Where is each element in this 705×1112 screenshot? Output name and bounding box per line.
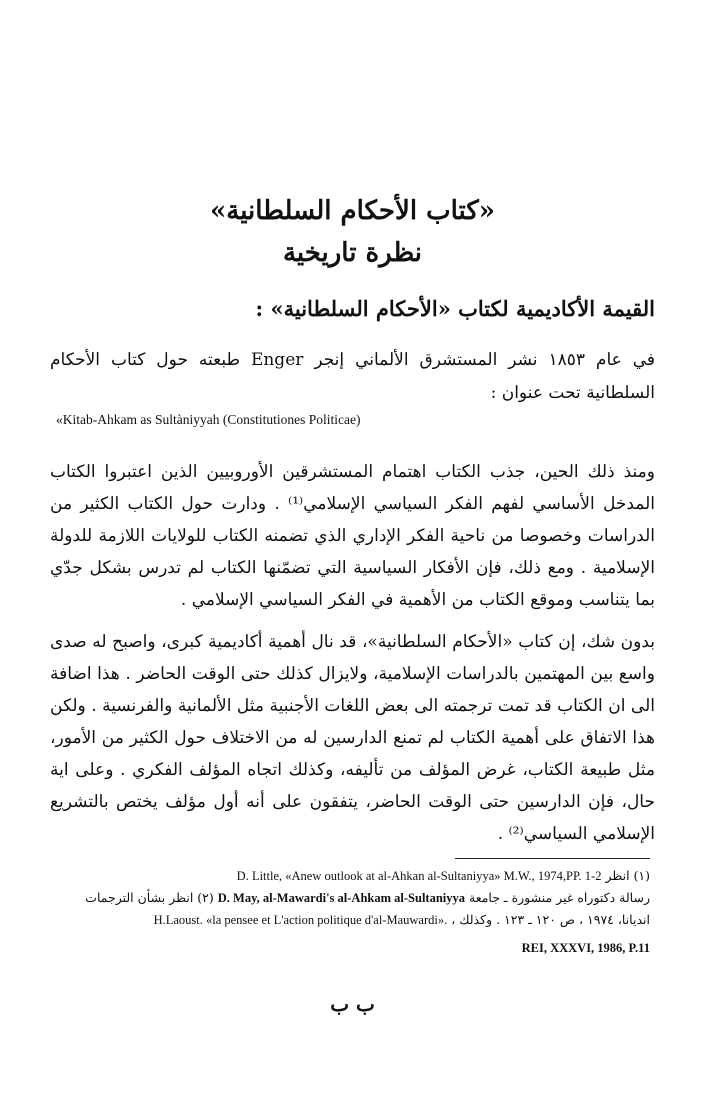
footnote-2-rest: رسالة دكتوراه غير منشورة ـ جامعة bbox=[469, 890, 650, 905]
footnote-1 bbox=[56, 866, 650, 886]
paragraph-2: ومنذ ذلك الحين، جذب الكتاب اهتمام المستشرقين الأوروبيين الذين اعتبروا الكتاب المدخل الأساسي لفهم الفكر السياسي الإسلامي⁽¹⁾ . ودارت حول الكتاب الكثير من الدراسات وخصوصا من ناحية الفكر الإداري الذي تضمنه الكتاب للولايات اللازمة للدولة الإسلامية . ومع ذلك، فإن الأفكار السياسية التي تضمّنها الكتاب لم تدرس بشكل جدّي بما يتناسب وموقع الكتاب من الأهمية في الفكر السياسي الإسلامي . bbox=[50, 462, 655, 610]
footnote-2-number: (٢) انظر بشأن الترجمات bbox=[85, 890, 214, 905]
footnote-separator bbox=[455, 858, 650, 859]
footnote-3-latin: H.Laoust. «la pensee et L'action politique d'al-Mauwardi». bbox=[153, 913, 448, 927]
paragraph-3: بدون شك، إن كتاب «الأحكام السلطانية»، قد نال أهمية أكاديمية كبرى، واصبح له صدى واسع بين المهتمين بالدراسات الإسلامية، ولايزال كذلك حتى الوقت الحاضر . هذا اضافة الى ان الكتاب قد تمت ترجمته الى بعض اللغات الأجنبية مثل الألمانية والفرنسية . ولكن هذا الاتفاق على أهمية الكتاب لم تمنع الدارسين له من الاختلاف حول الكثير من الأمور، مثل طبيعة الكتاب، غرض المؤلف من تأليفه، وكذلك اتجاه المؤلف الفكري . وعلى اية حال، فإن الدارسين حتى الوقت الحاضر، يتفقون على أنه أول مؤلف يختص بالتشريع الإسلامي السياسي⁽²⁾ . bbox=[50, 632, 655, 844]
section-heading: القيمة الأكاديمية لكتاب «الأحكام السلطانية» : bbox=[255, 296, 655, 321]
footnote-2 bbox=[56, 888, 650, 908]
footnote-2-bold: D. May, al-Mawardi's al-Ahkam al-Sultaniyya bbox=[217, 891, 466, 905]
page-number: ب ب bbox=[330, 992, 375, 1016]
footnote-1-number: (١) انظر bbox=[605, 868, 650, 883]
latin-title-line: «Kitab-Ahkam as Sultàniyyah (Constitutiones Politicae) bbox=[56, 412, 361, 427]
paragraph-1: في عام ١٨٥٣ نشر المستشرق الألماني إنجر Enger طبعته حول كتاب الأحكام السلطانية تحت عنوان : bbox=[50, 350, 656, 403]
footnote-1-text: D. Little, «Anew outlook at al-Ahkan al-Sultaniyya» M.W., 1974,PP. 1-2 bbox=[236, 869, 602, 883]
book-title: «كتاب الأحكام السلطانية» bbox=[210, 196, 495, 226]
footnote-3-arabic: انديانا، ١٩٧٤ ، ص ١٢٠ ـ ١٢٣ . وكذلك ، bbox=[451, 912, 650, 927]
footnote-2-reference: REI, XXXVI, 1986, P.11 bbox=[521, 941, 650, 955]
footnote-2-continued bbox=[56, 910, 650, 930]
book-subtitle: نظرة تاريخية bbox=[282, 238, 423, 268]
